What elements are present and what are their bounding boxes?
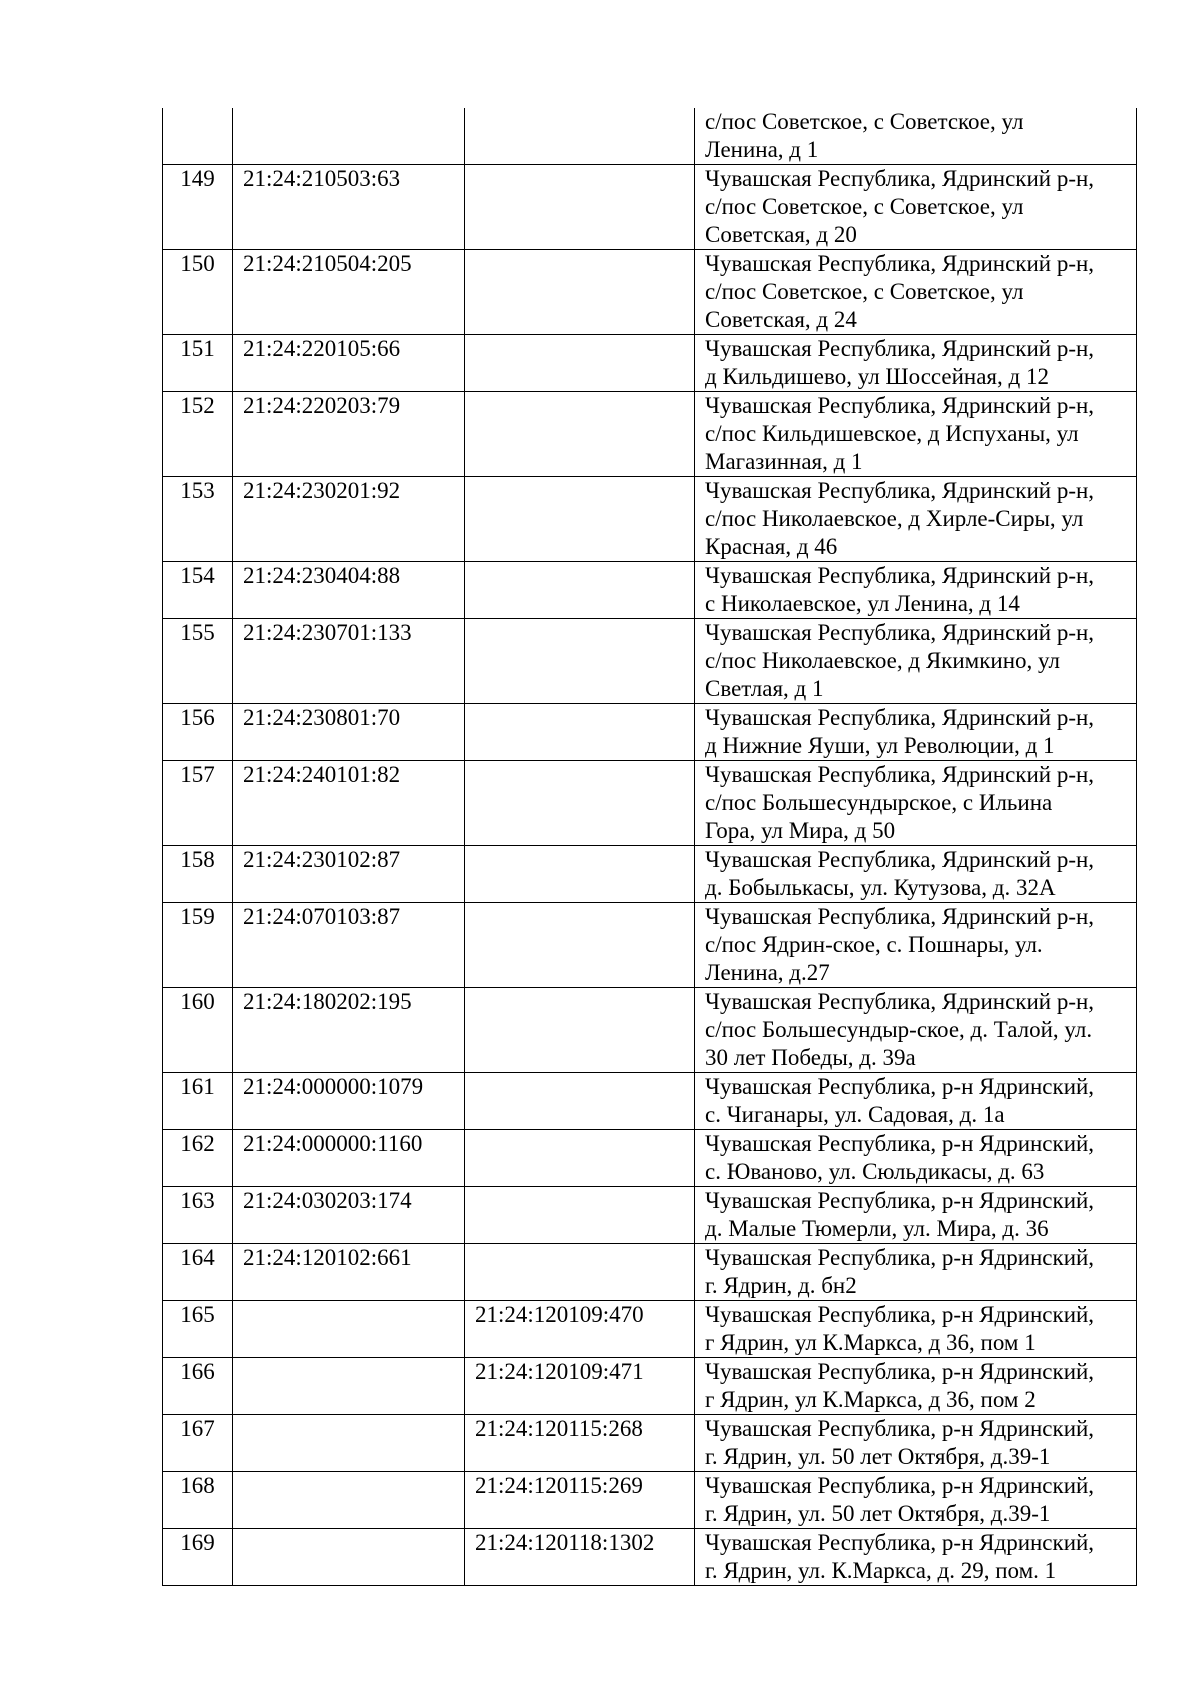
address: Чувашская Республика, Ядринский р-н, с/пос Большесундыр-ское, д. Талой, ул. 30 лет Победы, д. 39а xyxy=(695,988,1137,1073)
building-cadastral-number xyxy=(465,761,695,846)
row-number: 160 xyxy=(163,988,233,1073)
table-row xyxy=(163,988,1137,1073)
land-cadastral-number: 21:24:240101:82 xyxy=(233,761,465,846)
row-number: 158 xyxy=(163,846,233,903)
address: с/пос Советское, с Советское, ул Ленина, д 1 xyxy=(695,108,1137,165)
address: Чувашская Республика, Ядринский р-н, д. Бобылькасы, ул. Кутузова, д. 32А xyxy=(695,846,1137,903)
address: Чувашская Республика, р-н Ядринский, г. Ядрин, д. бн2 xyxy=(695,1244,1137,1301)
table-row xyxy=(163,1130,1137,1187)
building-cadastral-number: 21:24:120109:471 xyxy=(465,1358,695,1415)
building-cadastral-number xyxy=(465,988,695,1073)
building-cadastral-number xyxy=(465,392,695,477)
building-cadastral-number xyxy=(465,1187,695,1244)
row-number: 156 xyxy=(163,704,233,761)
table-row xyxy=(163,1472,1137,1529)
address: Чувашская Республика, р-н Ядринский, г Ядрин, ул К.Маркса, д 36, пом 1 xyxy=(695,1301,1137,1358)
building-cadastral-number xyxy=(465,1073,695,1130)
row-number: 155 xyxy=(163,619,233,704)
land-cadastral-number xyxy=(233,1358,465,1415)
row-number: 149 xyxy=(163,165,233,250)
row-number: 154 xyxy=(163,562,233,619)
row-number: 166 xyxy=(163,1358,233,1415)
address: Чувашская Республика, Ядринский р-н, д Кильдишево, ул Шоссейная, д 12 xyxy=(695,335,1137,392)
table-row xyxy=(163,1301,1137,1358)
land-cadastral-number xyxy=(233,1301,465,1358)
row-number: 152 xyxy=(163,392,233,477)
building-cadastral-number xyxy=(465,108,695,165)
land-cadastral-number: 21:24:000000:1079 xyxy=(233,1073,465,1130)
building-cadastral-number xyxy=(465,704,695,761)
land-cadastral-number: 21:24:230404:88 xyxy=(233,562,465,619)
building-cadastral-number xyxy=(465,562,695,619)
land-cadastral-number: 21:24:220105:66 xyxy=(233,335,465,392)
land-cadastral-number: 21:24:220203:79 xyxy=(233,392,465,477)
row-number: 167 xyxy=(163,1415,233,1472)
row-number: 163 xyxy=(163,1187,233,1244)
land-cadastral-number xyxy=(233,1415,465,1472)
building-cadastral-number xyxy=(465,1130,695,1187)
table-row xyxy=(163,1244,1137,1301)
address: Чувашская Республика, Ядринский р-н, с/пос Советское, с Советское, ул Советская, д 24 xyxy=(695,250,1137,335)
row-number: 165 xyxy=(163,1301,233,1358)
address: Чувашская Республика, р-н Ядринский, с. Чиганары, ул. Садовая, д. 1а xyxy=(695,1073,1137,1130)
address: Чувашская Республика, р-н Ядринский, д. Малые Тюмерли, ул. Мира, д. 36 xyxy=(695,1187,1137,1244)
land-cadastral-number: 21:24:210504:205 xyxy=(233,250,465,335)
address: Чувашская Республика, Ядринский р-н, с/пос Советское, с Советское, ул Советская, д 20 xyxy=(695,165,1137,250)
table-row xyxy=(163,761,1137,846)
land-cadastral-number: 21:24:210503:63 xyxy=(233,165,465,250)
building-cadastral-number xyxy=(465,477,695,562)
row-number: 159 xyxy=(163,903,233,988)
table-row xyxy=(163,108,1137,165)
row-number: 164 xyxy=(163,1244,233,1301)
address: Чувашская Республика, Ядринский р-н, с/пос Николаевское, д Хирле-Сиры, ул Красная, д 46 xyxy=(695,477,1137,562)
table-row xyxy=(163,846,1137,903)
address: Чувашская Республика, Ядринский р-н, с/пос Ядрин-ское, с. Пошнары, ул. Ленина, д.27 xyxy=(695,903,1137,988)
table-row xyxy=(163,1529,1137,1586)
registry-table-body xyxy=(163,108,1137,1586)
table-row xyxy=(163,392,1137,477)
building-cadastral-number: 21:24:120115:268 xyxy=(465,1415,695,1472)
address: Чувашская Республика, р-н Ядринский, г. Ядрин, ул. К.Маркса, д. 29, пом. 1 xyxy=(695,1529,1137,1586)
table-row xyxy=(163,1187,1137,1244)
building-cadastral-number xyxy=(465,619,695,704)
land-cadastral-number xyxy=(233,108,465,165)
land-cadastral-number: 21:24:120102:661 xyxy=(233,1244,465,1301)
land-cadastral-number xyxy=(233,1529,465,1586)
address: Чувашская Республика, Ядринский р-н, с/пос Большесундырское, с Ильина Гора, ул Мира, д 50 xyxy=(695,761,1137,846)
building-cadastral-number xyxy=(465,903,695,988)
row-number: 162 xyxy=(163,1130,233,1187)
land-cadastral-number xyxy=(233,1472,465,1529)
row-number: 150 xyxy=(163,250,233,335)
building-cadastral-number: 21:24:120115:269 xyxy=(465,1472,695,1529)
building-cadastral-number xyxy=(465,846,695,903)
row-number: 169 xyxy=(163,1529,233,1586)
table-row xyxy=(163,165,1137,250)
land-cadastral-number: 21:24:230701:133 xyxy=(233,619,465,704)
building-cadastral-number: 21:24:120109:470 xyxy=(465,1301,695,1358)
building-cadastral-number xyxy=(465,250,695,335)
building-cadastral-number xyxy=(465,165,695,250)
table-row xyxy=(163,704,1137,761)
row-number: 168 xyxy=(163,1472,233,1529)
table-row xyxy=(163,562,1137,619)
table-row xyxy=(163,335,1137,392)
building-cadastral-number xyxy=(465,1244,695,1301)
building-cadastral-number xyxy=(465,335,695,392)
land-cadastral-number: 21:24:030203:174 xyxy=(233,1187,465,1244)
land-cadastral-number: 21:24:230201:92 xyxy=(233,477,465,562)
row-number xyxy=(163,108,233,165)
address: Чувашская Республика, Ядринский р-н, с/пос Николаевское, д Якимкино, ул Светлая, д 1 xyxy=(695,619,1137,704)
address: Чувашская Республика, р-н Ядринский, г. Ядрин, ул. 50 лет Октября, д.39-1 xyxy=(695,1415,1137,1472)
row-number: 157 xyxy=(163,761,233,846)
row-number: 151 xyxy=(163,335,233,392)
building-cadastral-number: 21:24:120118:1302 xyxy=(465,1529,695,1586)
address: Чувашская Республика, р-н Ядринский, г Ядрин, ул К.Маркса, д 36, пом 2 xyxy=(695,1358,1137,1415)
row-number: 161 xyxy=(163,1073,233,1130)
address: Чувашская Республика, р-н Ядринский, с. Юваново, ул. Сюльдикасы, д. 63 xyxy=(695,1130,1137,1187)
land-cadastral-number: 21:24:230801:70 xyxy=(233,704,465,761)
table-row xyxy=(163,477,1137,562)
row-number: 153 xyxy=(163,477,233,562)
address: Чувашская Республика, Ядринский р-н, д Нижние Яуши, ул Революции, д 1 xyxy=(695,704,1137,761)
address: Чувашская Республика, р-н Ядринский, г. Ядрин, ул. 50 лет Октября, д.39-1 xyxy=(695,1472,1137,1529)
land-cadastral-number: 21:24:000000:1160 xyxy=(233,1130,465,1187)
land-cadastral-number: 21:24:230102:87 xyxy=(233,846,465,903)
address: Чувашская Республика, Ядринский р-н, с/пос Кильдишевское, д Испуханы, ул Магазинная, д 1 xyxy=(695,392,1137,477)
table-row xyxy=(163,250,1137,335)
property-registry-table xyxy=(162,108,1137,1586)
table-row xyxy=(163,903,1137,988)
table-row xyxy=(163,1415,1137,1472)
table-row xyxy=(163,1358,1137,1415)
land-cadastral-number: 21:24:070103:87 xyxy=(233,903,465,988)
address: Чувашская Республика, Ядринский р-н, с Николаевское, ул Ленина, д 14 xyxy=(695,562,1137,619)
land-cadastral-number: 21:24:180202:195 xyxy=(233,988,465,1073)
table-row xyxy=(163,1073,1137,1130)
table-row xyxy=(163,619,1137,704)
